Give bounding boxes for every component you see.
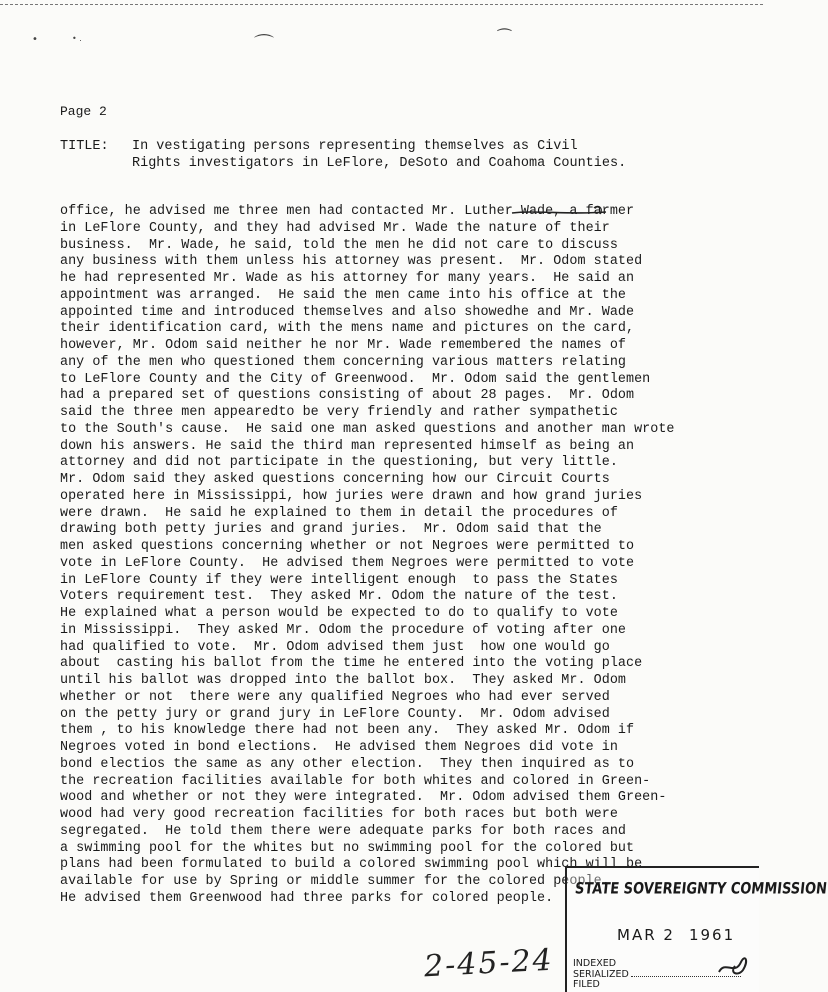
body-line: Mr. Odom said they asked questions concerning how our Circuit Courts — [60, 472, 610, 487]
received-stamp — [565, 866, 828, 992]
body-line: any of the men who questioned them concerning various matters relating — [60, 354, 626, 370]
stamp-initials-signature — [715, 950, 751, 980]
body-line: a swimming pool for the whites but no swimming pool for the colored but — [60, 840, 635, 856]
body-line: plans had been formulated to build a colored swimming pool which will be — [60, 857, 643, 873]
body-line: bond electios the same as any other election. They then inquired as to — [60, 756, 635, 772]
stamp-agency: STATE SOVEREIGNTY COMMISSION — [574, 880, 828, 899]
body-line: he had represented Mr. Wade as his attorney for many years. He said an — [60, 271, 635, 286]
body-line: wood had very good recreation facilities for both races but both were — [60, 807, 618, 822]
scan-arc-mark: ⌒ — [254, 32, 274, 56]
body-line: segregated. He told them there were adequate parks for both races and — [60, 823, 626, 839]
body-line: the recreation facilities available for both whites and colored in Green- — [60, 773, 651, 789]
body-line: appointment was arranged. He said the men came into his office at the — [60, 287, 626, 303]
document-title — [60, 138, 626, 172]
handwritten-file-number: 2-45-24 — [423, 942, 555, 985]
body-line: however, Mr. Odom said neither he nor Mr. Wade remembered the names of — [60, 338, 626, 353]
body-line: operated here in Mississippi, how juries were drawn and how grand juries — [60, 488, 643, 504]
stamp-filed-label: FILED — [573, 979, 600, 990]
strikethrough-mark — [510, 206, 608, 218]
body-line: Voters requirement test. They asked Mr. Odom the nature of the test. — [60, 589, 618, 605]
top-perforation-line — [0, 4, 763, 5]
body-line: until his ballot was dropped into the ballot box. They asked Mr. Odom — [60, 673, 626, 688]
scan-speck-mark: • . — [72, 34, 82, 43]
body-line: on the petty jury or grand jury in LeFlore County. Mr. Odom advised — [60, 706, 610, 722]
stamp-year: 1961 — [688, 926, 736, 944]
title-text-1: In vestigating persons representing themselves as Civil — [132, 139, 578, 154]
body-line: drawing both petty juries and grand juries. Mr. Odom said that the — [60, 522, 602, 538]
stamp-serialized-label: SERIALIZED — [573, 969, 629, 980]
body-line: were drawn. He said he explained to them in detail the procedures of — [60, 505, 618, 521]
body-line: available for use by Spring or middle summer for the colored people. — [60, 874, 610, 889]
title-line-2: Rights investigators in LeFlore, DeSoto and Coahoma Counties. — [132, 156, 627, 171]
body-line: He explained what a person would be expected to do to qualify to vote — [60, 606, 618, 621]
body-line: their identification card, with the mens name and pictures on the card, — [60, 321, 635, 337]
stamp-filed-row — [573, 979, 600, 990]
scan-speck-mark: • — [32, 34, 38, 45]
body-line: whether or not there were any qualified Negroes who had ever served — [60, 689, 610, 705]
body-line: appointed time and introduced themselves and also showedhe and Mr. Wade — [60, 304, 635, 320]
stamp-indexed-label: INDEXED — [573, 958, 617, 969]
body-line: to the South's cause. He said one man asked questions and another man wrote — [60, 421, 675, 437]
body-line: in LeFlore County if they were intelligent enough to pass the States — [60, 572, 618, 588]
body-line: any business with them unless his attorney was present. Mr. Odom stated — [60, 254, 643, 270]
body-line: them , to his knowledge there had not been any. They asked Mr. Odom if — [60, 723, 635, 739]
body-line: wood and whether or not they were integrated. Mr. Odom advised them Green- — [60, 790, 667, 806]
body-line: business. Mr. Wade, he said, told the men he did not care to discuss — [60, 237, 618, 253]
body-line: Negroes voted in bond elections. He advised them Negroes did vote in — [60, 740, 618, 755]
stamp-month-day: MAR 2 — [617, 926, 675, 944]
report-body — [60, 204, 750, 908]
body-line: had a prepared set of questions consisting of about 28 pages. Mr. Odom — [60, 388, 635, 404]
stamp-date — [617, 926, 735, 944]
body-line: men asked questions concerning whether or not Negroes were permitted to — [60, 539, 635, 554]
page-number: Page 2 — [60, 104, 107, 119]
body-line: in Mississippi. They asked Mr. Odom the procedure of voting after one — [60, 622, 626, 638]
body-line: vote in LeFlore County. He advised them Negroes were permitted to vote — [60, 555, 635, 571]
title-line-1 — [60, 138, 626, 155]
title-label: TITLE: — [60, 139, 109, 154]
body-line: He advised them Greenwood had three parks for colored people. — [60, 890, 554, 906]
body-line: down his answers. He said the third man represented himself as being an — [60, 438, 635, 454]
stamp-indexed-row — [573, 958, 616, 969]
body-line: about casting his ballot from the time he entered into the voting place — [60, 656, 643, 672]
body-line: had qualified to vote. Mr. Odom advised them just how one would go — [60, 639, 610, 655]
body-line: office, he advised me three men had contacted Mr. Luther Wade, a farmer — [60, 204, 635, 219]
body-line: to LeFlore County and the City of Greenwood. Mr. Odom said the gentlemen — [60, 371, 651, 387]
body-line: in LeFlore County, and they had advised Mr. Wade the nature of their — [60, 220, 610, 236]
body-line: said the three men appearedto be very friendly and rather sympathetic — [60, 405, 618, 420]
body-line: attorney and did not participate in the questioning, but very little. — [60, 455, 618, 471]
scan-dash-mark: ⁀ — [498, 28, 511, 47]
